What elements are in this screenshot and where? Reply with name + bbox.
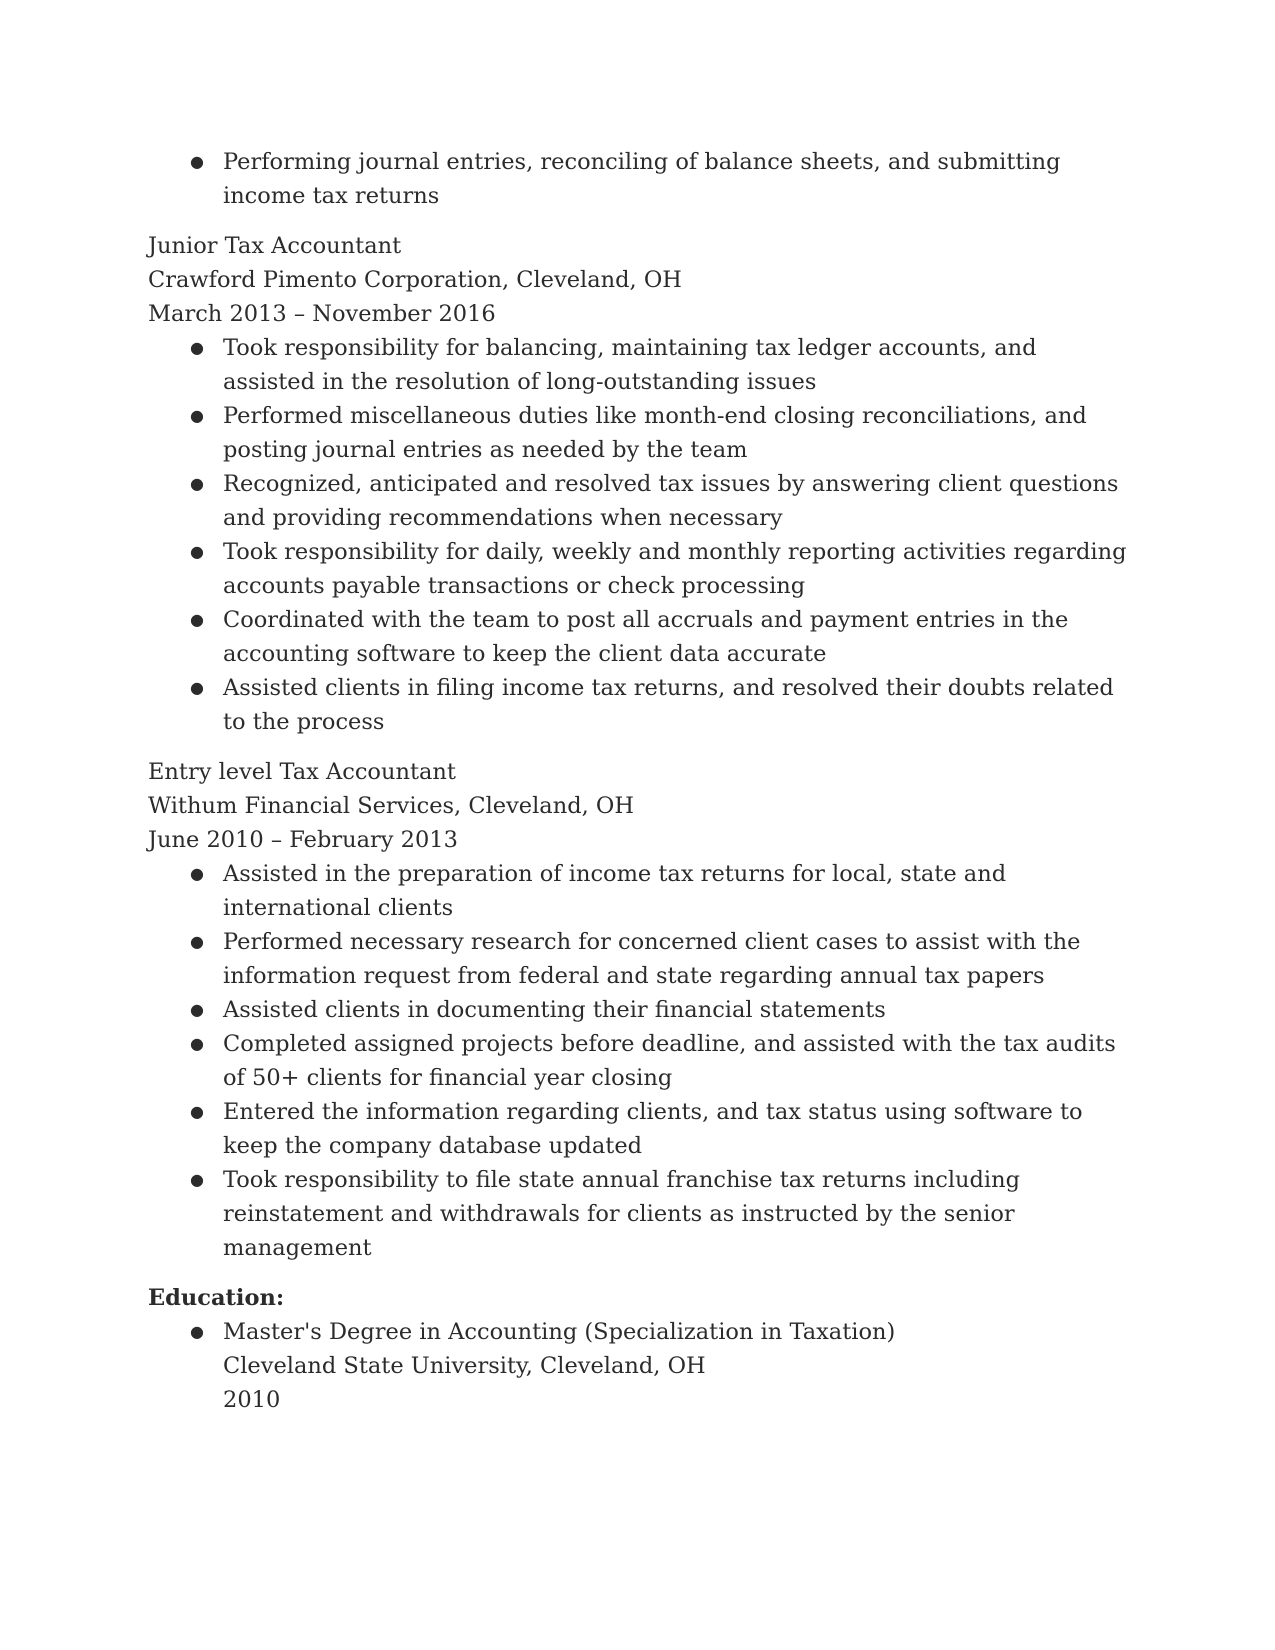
bullet-text: Assisted clients in filing income tax returns, and resolved their doubts related to the process (223, 675, 1114, 735)
bullet-icon: ● (190, 338, 204, 357)
list-item (148, 535, 1128, 603)
list-item (148, 331, 1128, 399)
bullet-icon: ● (190, 1170, 204, 1189)
bullet-text: Performed necessary research for concerned client cases to assist with the information request from federal and state regarding annual tax papers (223, 929, 1081, 989)
bullet-icon: ● (190, 932, 204, 951)
list-item (148, 467, 1128, 535)
list-item (148, 993, 1128, 1027)
bullet-icon: ● (190, 1102, 204, 1121)
bullet-icon: ● (190, 406, 204, 425)
section-gap (148, 739, 1128, 755)
bullet-icon: ● (190, 610, 204, 629)
list-item (148, 1163, 1128, 1265)
section-gap (148, 213, 1128, 229)
bullet-text: Took responsibility for balancing, maintaining tax ledger accounts, and assisted in the resolution of long-outstanding issues (223, 335, 1037, 395)
bullet-icon: ● (190, 1322, 204, 1341)
bullet-text: Completed assigned projects before deadline, and assisted with the tax audits of 50+ clients for financial year closing (223, 1031, 1116, 1091)
bullet-text: Assisted clients in documenting their financial statements (223, 997, 886, 1023)
list-item (148, 603, 1128, 671)
list-item (148, 399, 1128, 467)
list-item (148, 145, 1128, 213)
bullet-icon: ● (190, 678, 204, 697)
job-title: Entry level Tax Accountant (148, 759, 456, 785)
bullet-text: Performed miscellaneous duties like month-end closing reconciliations, and posting journal entries as needed by the team (223, 403, 1087, 463)
bullet-text: Coordinated with the team to post all accruals and payment entries in the accounting software to keep the client data accurate (223, 607, 1069, 667)
education-bullet-list (148, 1315, 1128, 1417)
job-bullet-list (148, 857, 1128, 1265)
bullet-text: Performing journal entries, reconciling of balance sheets, and submitting income tax returns (223, 149, 1061, 209)
job-entry (148, 229, 1128, 739)
bullet-icon: ● (190, 1034, 204, 1053)
education-degree: Master's Degree in Accounting (Specialization in Taxation) (223, 1319, 896, 1345)
job-company: Crawford Pimento Corporation, Cleveland, OH (148, 267, 682, 293)
list-item (148, 1027, 1128, 1095)
list-item (148, 857, 1128, 925)
intro-bullet-list (148, 145, 1128, 213)
bullet-icon: ● (190, 1000, 204, 1019)
bullet-icon: ● (190, 152, 204, 171)
education-heading: Education: (148, 1285, 285, 1311)
bullet-text: Recognized, anticipated and resolved tax issues by answering client questions and providing recommendations when necessary (223, 471, 1119, 531)
job-dates: March 2013 – November 2016 (148, 301, 496, 327)
bullet-icon: ● (190, 864, 204, 883)
job-company: Withum Financial Services, Cleveland, OH (148, 793, 634, 819)
list-item (148, 925, 1128, 993)
job-entry (148, 755, 1128, 1265)
job-bullet-list (148, 331, 1128, 739)
bullet-icon: ● (190, 542, 204, 561)
bullet-text: Took responsibility for daily, weekly and monthly reporting activities regarding accounts payable transactions or check processing (223, 539, 1127, 599)
section-gap (148, 1265, 1128, 1281)
list-item (148, 671, 1128, 739)
education-section (148, 1281, 1128, 1417)
education-school: Cleveland State University, Cleveland, OH (223, 1353, 706, 1379)
list-item (148, 1095, 1128, 1163)
bullet-text: Assisted in the preparation of income tax returns for local, state and international clients (223, 861, 1007, 921)
job-title: Junior Tax Accountant (148, 233, 402, 259)
bullet-icon: ● (190, 474, 204, 493)
job-dates: June 2010 – February 2013 (148, 827, 458, 853)
resume-content (148, 145, 1128, 1417)
education-year: 2010 (223, 1387, 281, 1413)
bullet-text: Took responsibility to file state annual franchise tax returns including reinstatement and withdrawals for clients as instructed by the senior management (223, 1167, 1021, 1261)
list-item (148, 1315, 1128, 1417)
bullet-text: Entered the information regarding clients, and tax status using software to keep the company database updated (223, 1099, 1083, 1159)
